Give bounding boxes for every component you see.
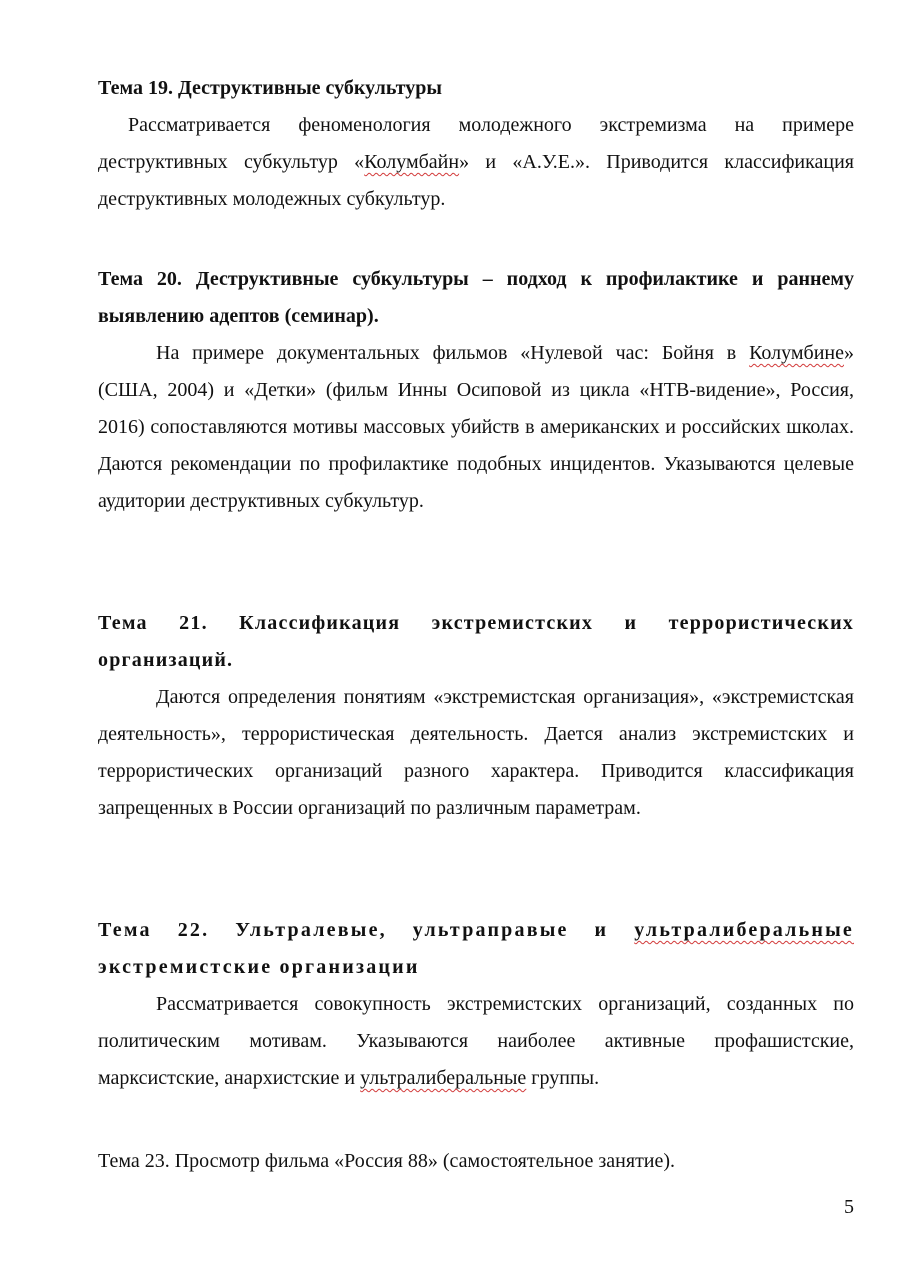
topic-20-section bbox=[98, 261, 854, 520]
topic-22-text bbox=[98, 986, 854, 1097]
topic-21-section bbox=[98, 605, 854, 827]
topic-21-title: Тема 21. Классификация экстремистских и террористических организаций. bbox=[98, 612, 854, 671]
topic-19-title: Тема 19. Деструктивные субкультуры bbox=[98, 77, 442, 99]
topic-22-text-part-1: Рассматривается совокупность экстремистских организаций, созданных по политическим мотивам. Указываются наиболее активные профашистские, марксистские, анархистские и bbox=[98, 993, 854, 1089]
topic-20-spellcheck-word: Колумбине bbox=[749, 342, 844, 364]
topic-22-text-part-2: группы. bbox=[526, 1067, 600, 1089]
topic-19-text-part-1: Рассматривается феноменология молодежного экстремизма на примере деструктивных субкультур « bbox=[98, 114, 854, 173]
topic-22-spellcheck-word: ультралиберальные bbox=[360, 1067, 527, 1089]
topic-22-title-part-1: Тема 22. Ультралевые, ультраправые и bbox=[98, 919, 635, 941]
topic-19-text-part-2: » и «А.У.Е.». Приводится классификация деструктивных молодежных субкультур. bbox=[98, 151, 854, 210]
topic-23-section bbox=[98, 1143, 854, 1180]
topic-22-title bbox=[98, 912, 854, 986]
topic-20-text-part-1: На примере документальных фильмов «Нулевой час: Бойня в bbox=[156, 342, 750, 364]
topic-20-text bbox=[98, 335, 854, 520]
topic-22-section bbox=[98, 912, 854, 1097]
topic-19-spellcheck-word: Колумбайн bbox=[364, 151, 460, 173]
topic-22-title-spellcheck-word: ультралиберальные bbox=[634, 919, 854, 941]
topic-23-text: Тема 23. Просмотр фильма «Россия 88» (самостоятельное занятие). bbox=[98, 1150, 676, 1172]
topic-20-title: Тема 20. Деструктивные субкультуры – подход к профилактике и раннему выявлению адептов (семинар). bbox=[98, 268, 854, 327]
page-number: 5 bbox=[844, 1196, 854, 1218]
topic-19-section bbox=[98, 70, 854, 218]
topic-22-title-part-2: экстремистские организации bbox=[98, 956, 420, 978]
topic-19-text bbox=[98, 107, 854, 218]
topic-21-text: Даются определения понятиям «экстремистская организация», «экстремистская деятельность», террористическая деятельность. Дается анализ экстремистских и террористических организаций разного характера. Приводится классификация запрещенных в России организаций по различным параметрам. bbox=[98, 686, 854, 819]
topic-20-text-part-2: » (США, 2004) и «Детки» (фильм Инны Осиповой из цикла «НТВ-видение», Россия, 2016) сопоставляются мотивы массовых убийств в американских и российских школах. Даются рекомендации по профилактике подобных инцидентов. Указываются целевые аудитории деструктивных субкультур. bbox=[98, 342, 854, 512]
